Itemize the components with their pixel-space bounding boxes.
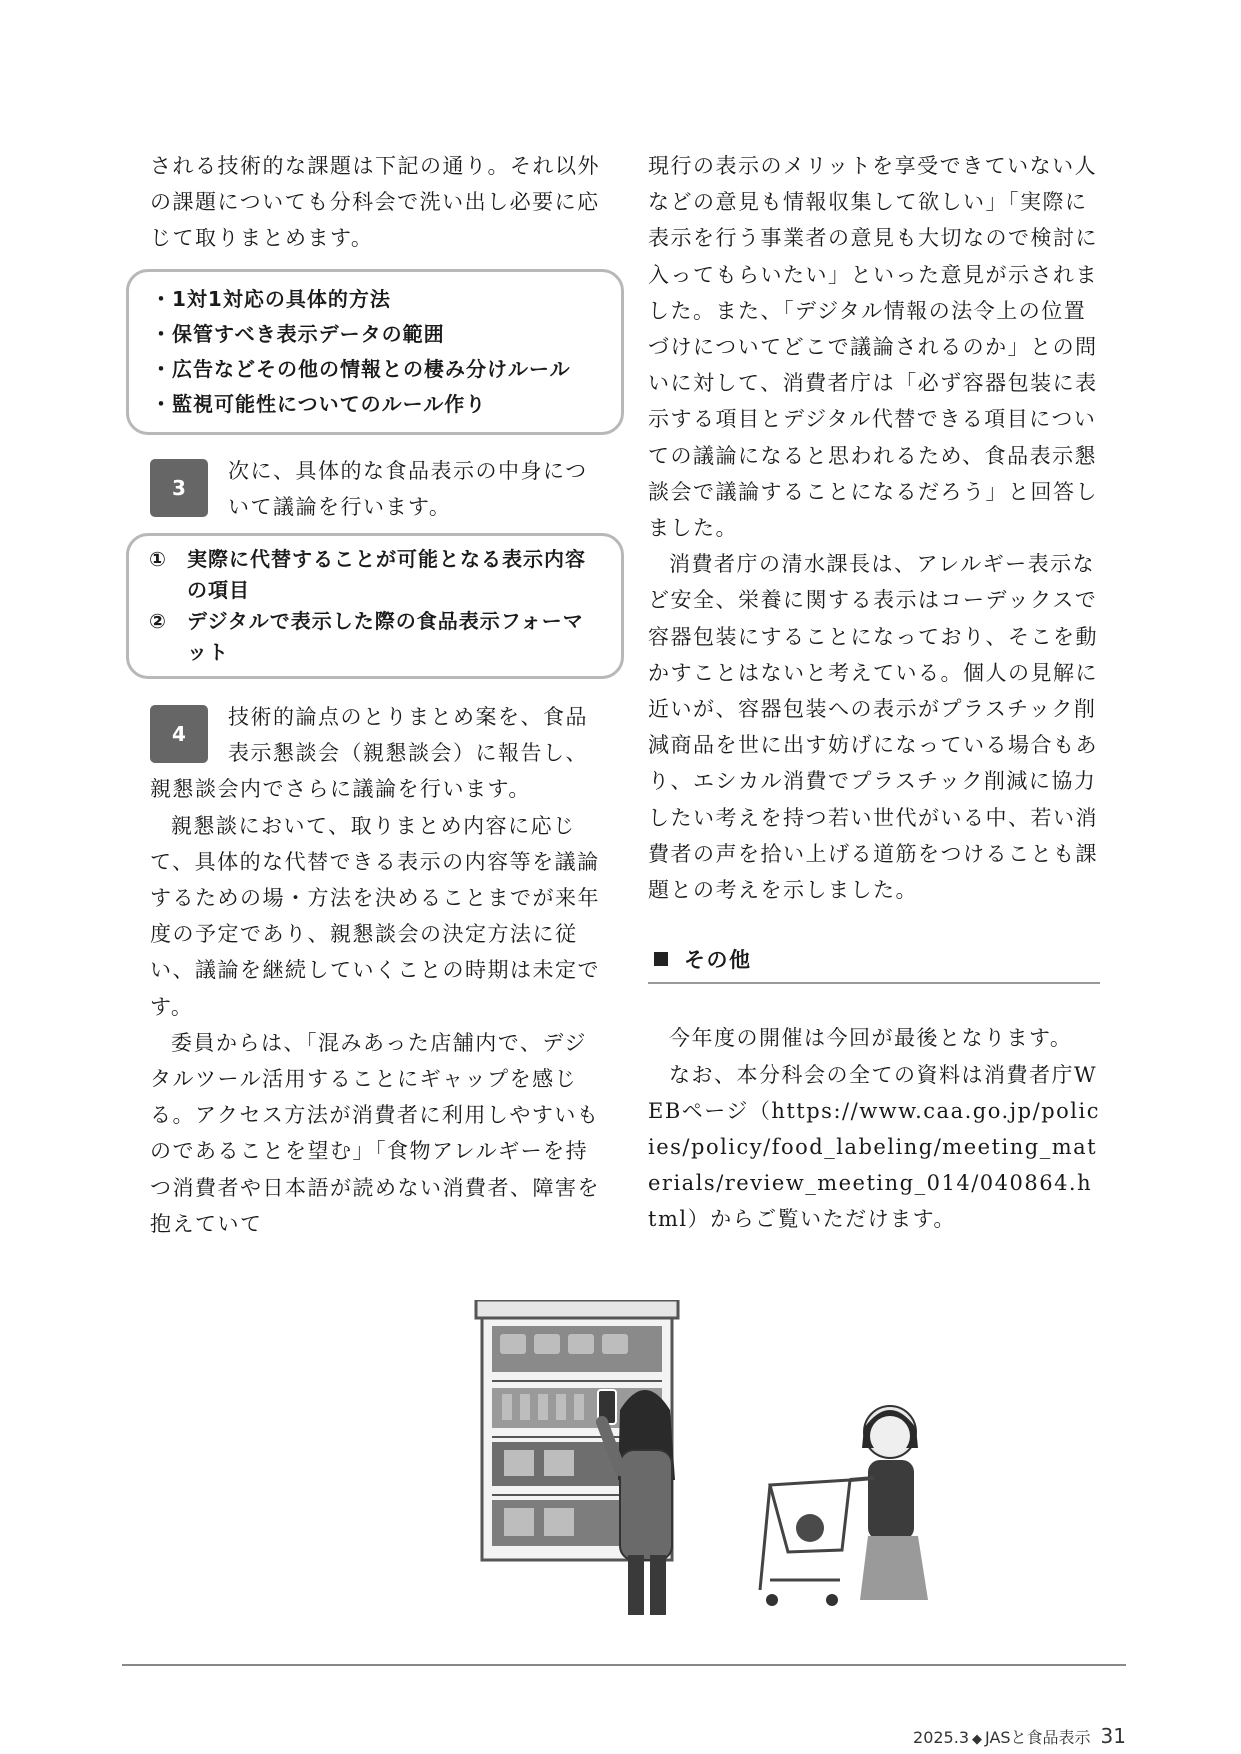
footer-rule xyxy=(122,1664,1126,1666)
step-number-badge: 4 xyxy=(150,705,208,763)
item-number: ② xyxy=(149,609,167,634)
issue-item: ・保管すべき表示データの範囲 xyxy=(151,321,445,346)
intro-paragraph: される技術的な課題は下記の通り。それ以外の課題についても分科会で洗い出し必要に応じて取りまとめます。 xyxy=(150,154,600,251)
paragraph: 現行の表示のメリットを享受できていない人などの意見も情報収集して欲しい」「実際に表示を行う事業者の意見も大切なので検討に入ってもらいたい」といった意見が示されました。また、「デジタル情報の法令上の位置づけについてどこで議論されるのか」との問いに対して、消費者庁は「必ず容器包装に表示する項目とデジタル代替できる項目についての議論になると思われるため、食品表示懇談会で議論することになるだろう」と回答しました。 xyxy=(648,154,1098,541)
shopping-illustration xyxy=(470,1300,1030,1620)
section-heading xyxy=(648,942,1100,984)
left-column xyxy=(150,148,602,1242)
step-text: 次に、具体的な食品表示の中身について議論を行います。 xyxy=(228,458,588,519)
technical-issues-box xyxy=(126,269,624,435)
display-content-box xyxy=(126,533,624,679)
issue-item: ・広告などその他の情報との棲み分けルール xyxy=(151,356,571,381)
right-column xyxy=(648,148,1100,1238)
diamond-icon: ◆ xyxy=(972,1732,982,1747)
paragraph: 委員からは、「混みあった店舗内で、デジタルツール活用することにギャップを感じる。アクセス方法が消費者に利用しやすいものであることを望む」「食物アレルギーを持つ消費者や日本語が読めない消費者、障害を抱えていて xyxy=(150,1030,600,1236)
magazine-title: JASと食品表示 xyxy=(985,1728,1091,1747)
paragraph: 親懇談において、取りまとめ内容に応じて、具体的な代替できる表示の内容等を議論するための場・方法を決めることまでが来年度の予定であり、親懇談会の決定方法に従い、議論を継続していくことの時期は未定です。 xyxy=(150,813,600,1019)
page-number: 31 xyxy=(1100,1724,1126,1748)
step-3 xyxy=(150,453,602,525)
item-text: 実際に代替することが可能となる表示内容の項目 xyxy=(187,547,586,603)
paragraph: 消費者庁の清水課長は、アレルギー表示など安全、栄養に関する表示はコーデックスで容器包装にすることになっており、そこを動かすことはないと考えている。個人の見解に近いが、容器包装への表示がプラスチック削減商品を世に出す妨げになっている場合もあり、エシカル消費でプラスチック削減に協力したい考えを持つ若い世代がいる中、若い消費者の声を拾い上げる道筋をつけることも課題との考えを示しました。 xyxy=(648,552,1098,903)
item-number: ① xyxy=(149,547,167,572)
step-number-badge: 3 xyxy=(150,459,208,517)
woman-with-cart-icon xyxy=(760,1406,928,1606)
issue-item: ・監視可能性についてのルール作り xyxy=(151,391,487,416)
section-title: その他 xyxy=(684,948,752,973)
issue-date: 2025.3 xyxy=(913,1728,969,1747)
paragraph: 今年度の開催は今回が最後となります。 xyxy=(669,1026,1073,1051)
step-text: 技術的論点のとりまとめ案を、食品表示懇談会（親懇談会）に報告し、親懇談会内でさらに議論を行います。 xyxy=(150,705,588,802)
square-bullet-icon xyxy=(654,952,668,966)
page-footer xyxy=(913,1724,1126,1748)
content-item xyxy=(149,606,601,668)
item-text: デジタルで表示した際の食品表示フォーマット xyxy=(187,609,584,665)
step-4 xyxy=(150,699,602,808)
issue-item: ・1対1対応の具体的方法 xyxy=(151,286,391,311)
paragraph: なお、本分科会の全ての資料は消費者庁WEBページ（https://www.caa.go.jp/policies/policy/food_labeling/meeting_materials/review_meeting_014/040864.html）からご覧いただけます。 xyxy=(648,1062,1100,1232)
content-item xyxy=(149,544,601,606)
